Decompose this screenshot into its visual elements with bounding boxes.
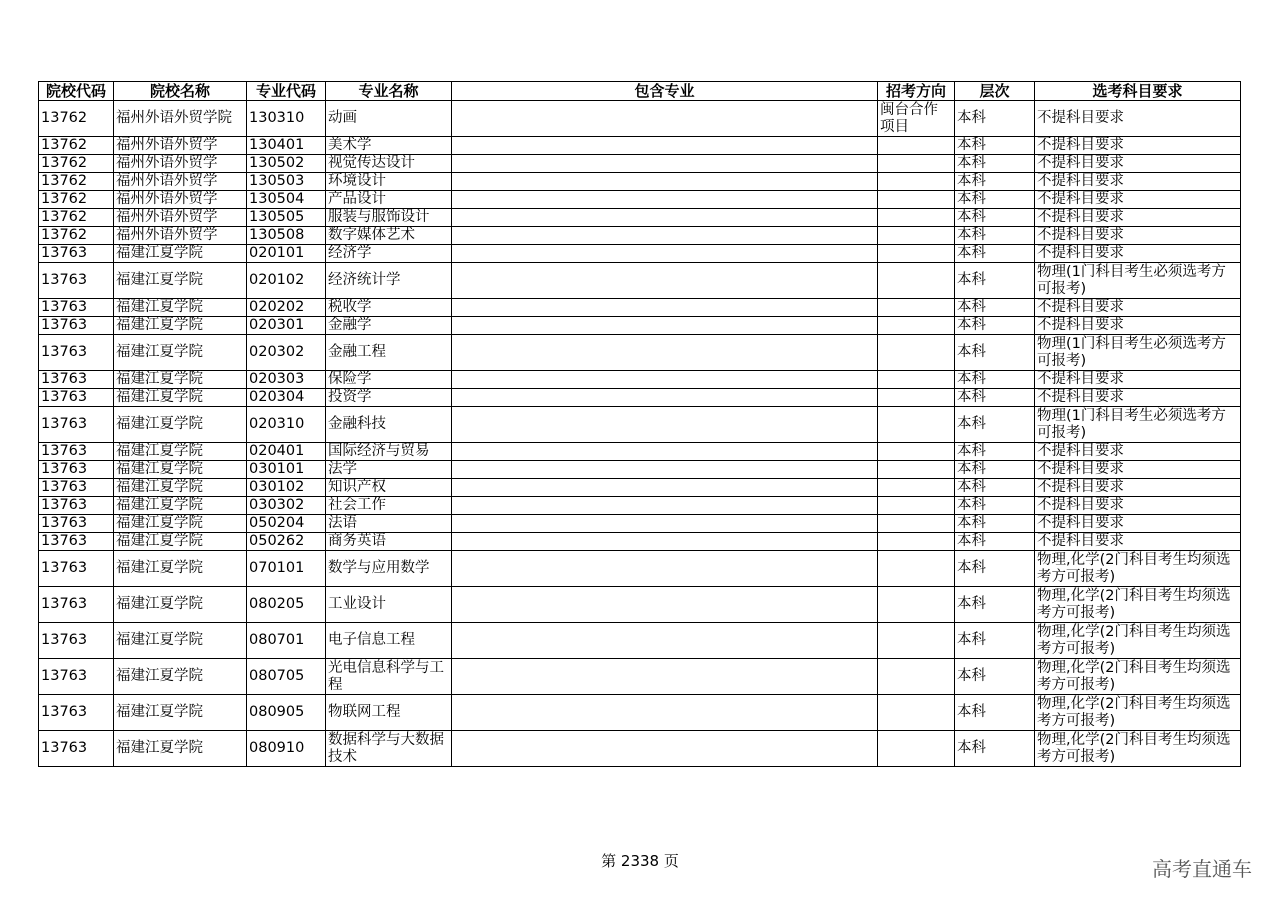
major-name-cell: 社会工作 [326, 497, 452, 515]
table-row [39, 209, 1241, 227]
school-name-cell: 福建江夏学院 [114, 731, 247, 767]
major-code-cell: 130505 [247, 209, 326, 227]
table-row [39, 461, 1241, 479]
level-cell: 本科 [955, 263, 1035, 299]
school-name-cell: 福建江夏学院 [114, 659, 247, 695]
major-code-cell: 080905 [247, 695, 326, 731]
major-name-cell: 金融科技 [326, 407, 452, 443]
table-body [39, 101, 1241, 767]
level-cell: 本科 [955, 497, 1035, 515]
included-majors-cell [452, 101, 878, 137]
header-subject-requirement: 选考科目要求 [1035, 82, 1241, 101]
level-cell: 本科 [955, 371, 1035, 389]
included-majors-cell [452, 389, 878, 407]
included-majors-cell [452, 515, 878, 533]
level-cell: 本科 [955, 407, 1035, 443]
major-name-cell: 金融工程 [326, 335, 452, 371]
major-code-cell: 020301 [247, 317, 326, 335]
direction-cell [878, 263, 955, 299]
header-level: 层次 [955, 82, 1035, 101]
included-majors-cell [452, 209, 878, 227]
level-cell: 本科 [955, 299, 1035, 317]
level-cell: 本科 [955, 101, 1035, 137]
major-code-cell: 070101 [247, 551, 326, 587]
table-row [39, 695, 1241, 731]
included-majors-cell [452, 479, 878, 497]
level-cell: 本科 [955, 173, 1035, 191]
direction-cell [878, 731, 955, 767]
school-name-cell: 福建江夏学院 [114, 623, 247, 659]
major-code-cell: 050204 [247, 515, 326, 533]
included-majors-cell [452, 155, 878, 173]
major-name-cell: 服装与服饰设计 [326, 209, 452, 227]
school-name-cell: 福州外语外贸学 [114, 191, 247, 209]
school-code-cell: 13763 [39, 551, 114, 587]
level-cell: 本科 [955, 245, 1035, 263]
major-code-cell: 130502 [247, 155, 326, 173]
subject-requirement-cell: 物理(1门科目考生必须选考方可报考) [1035, 407, 1241, 443]
direction-cell [878, 155, 955, 173]
major-code-cell: 020102 [247, 263, 326, 299]
major-code-cell: 030101 [247, 461, 326, 479]
level-cell: 本科 [955, 695, 1035, 731]
school-code-cell: 13763 [39, 299, 114, 317]
major-name-cell: 经济统计学 [326, 263, 452, 299]
school-code-cell: 13763 [39, 263, 114, 299]
school-code-cell: 13762 [39, 101, 114, 137]
subject-requirement-cell: 不提科目要求 [1035, 461, 1241, 479]
major-name-cell: 产品设计 [326, 191, 452, 209]
major-name-cell: 数据科学与大数据技术 [326, 731, 452, 767]
subject-requirement-cell: 物理,化学(2门科目考生均须选考方可报考) [1035, 659, 1241, 695]
direction-cell [878, 371, 955, 389]
subject-requirement-cell: 不提科目要求 [1035, 317, 1241, 335]
school-code-cell: 13763 [39, 731, 114, 767]
header-included-majors: 包含专业 [452, 82, 878, 101]
included-majors-cell [452, 533, 878, 551]
major-name-cell: 动画 [326, 101, 452, 137]
subject-requirement-cell: 不提科目要求 [1035, 209, 1241, 227]
major-name-cell: 法语 [326, 515, 452, 533]
table-row [39, 731, 1241, 767]
table-row [39, 479, 1241, 497]
direction-cell [878, 407, 955, 443]
subject-requirement-cell: 不提科目要求 [1035, 101, 1241, 137]
included-majors-cell [452, 497, 878, 515]
subject-requirement-cell: 不提科目要求 [1035, 173, 1241, 191]
table-row [39, 263, 1241, 299]
school-name-cell: 福建江夏学院 [114, 587, 247, 623]
subject-requirement-cell: 不提科目要求 [1035, 497, 1241, 515]
major-code-cell: 080705 [247, 659, 326, 695]
table-row [39, 371, 1241, 389]
level-cell: 本科 [955, 191, 1035, 209]
major-code-cell: 130504 [247, 191, 326, 209]
subject-requirement-cell: 物理,化学(2门科目考生均须选考方可报考) [1035, 587, 1241, 623]
direction-cell [878, 245, 955, 263]
subject-requirement-cell: 物理(1门科目考生必须选考方可报考) [1035, 263, 1241, 299]
major-code-cell: 050262 [247, 533, 326, 551]
school-code-cell: 13763 [39, 371, 114, 389]
school-code-cell: 13762 [39, 191, 114, 209]
page-number: 第 2338 页 [601, 852, 679, 870]
included-majors-cell [452, 137, 878, 155]
table-row [39, 299, 1241, 317]
school-name-cell: 福建江夏学院 [114, 299, 247, 317]
school-code-cell: 13762 [39, 209, 114, 227]
table-row [39, 335, 1241, 371]
subject-requirement-cell: 不提科目要求 [1035, 533, 1241, 551]
level-cell: 本科 [955, 659, 1035, 695]
direction-cell [878, 659, 955, 695]
direction-cell [878, 461, 955, 479]
school-code-cell: 13763 [39, 335, 114, 371]
major-code-cell: 030302 [247, 497, 326, 515]
header-direction: 招考方向 [878, 82, 955, 101]
school-code-cell: 13763 [39, 695, 114, 731]
direction-cell [878, 587, 955, 623]
table-row [39, 245, 1241, 263]
school-name-cell: 福建江夏学院 [114, 371, 247, 389]
direction-cell [878, 551, 955, 587]
school-code-cell: 13763 [39, 533, 114, 551]
school-name-cell: 福建江夏学院 [114, 389, 247, 407]
major-code-cell: 020303 [247, 371, 326, 389]
subject-requirement-cell: 物理,化学(2门科目考生均须选考方可报考) [1035, 731, 1241, 767]
subject-requirement-cell: 不提科目要求 [1035, 227, 1241, 245]
major-name-cell: 物联网工程 [326, 695, 452, 731]
major-code-cell: 130503 [247, 173, 326, 191]
subject-requirement-cell: 不提科目要求 [1035, 137, 1241, 155]
direction-cell [878, 479, 955, 497]
level-cell: 本科 [955, 155, 1035, 173]
included-majors-cell [452, 245, 878, 263]
direction-cell [878, 227, 955, 245]
direction-cell [878, 191, 955, 209]
school-code-cell: 13763 [39, 389, 114, 407]
table-row [39, 137, 1241, 155]
school-name-cell: 福州外语外贸学 [114, 155, 247, 173]
school-name-cell: 福州外语外贸学 [114, 173, 247, 191]
included-majors-cell [452, 587, 878, 623]
level-cell: 本科 [955, 461, 1035, 479]
subject-requirement-cell: 不提科目要求 [1035, 371, 1241, 389]
major-code-cell: 080205 [247, 587, 326, 623]
header-major-name: 专业名称 [326, 82, 452, 101]
included-majors-cell [452, 335, 878, 371]
major-name-cell: 保险学 [326, 371, 452, 389]
major-name-cell: 电子信息工程 [326, 623, 452, 659]
direction-cell [878, 299, 955, 317]
school-code-cell: 13763 [39, 497, 114, 515]
table-row [39, 191, 1241, 209]
table-row [39, 551, 1241, 587]
subject-requirement-cell: 物理,化学(2门科目考生均须选考方可报考) [1035, 695, 1241, 731]
school-name-cell: 福建江夏学院 [114, 317, 247, 335]
direction-cell [878, 623, 955, 659]
major-name-cell: 视觉传达设计 [326, 155, 452, 173]
included-majors-cell [452, 299, 878, 317]
school-code-cell: 13763 [39, 659, 114, 695]
major-code-cell: 020310 [247, 407, 326, 443]
major-name-cell: 法学 [326, 461, 452, 479]
level-cell: 本科 [955, 587, 1035, 623]
table-row [39, 497, 1241, 515]
table-row [39, 101, 1241, 137]
direction-cell [878, 533, 955, 551]
table-row [39, 227, 1241, 245]
major-code-cell: 020302 [247, 335, 326, 371]
direction-cell [878, 173, 955, 191]
table-row [39, 533, 1241, 551]
major-code-cell: 130401 [247, 137, 326, 155]
school-name-cell: 福建江夏学院 [114, 407, 247, 443]
level-cell: 本科 [955, 479, 1035, 497]
subject-requirement-cell: 物理(1门科目考生必须选考方可报考) [1035, 335, 1241, 371]
subject-requirement-cell: 不提科目要求 [1035, 389, 1241, 407]
level-cell: 本科 [955, 137, 1035, 155]
school-name-cell: 福州外语外贸学 [114, 137, 247, 155]
included-majors-cell [452, 461, 878, 479]
major-name-cell: 商务英语 [326, 533, 452, 551]
major-name-cell: 工业设计 [326, 587, 452, 623]
major-code-cell: 080910 [247, 731, 326, 767]
level-cell: 本科 [955, 227, 1035, 245]
level-cell: 本科 [955, 443, 1035, 461]
included-majors-cell [452, 263, 878, 299]
school-code-cell: 13763 [39, 515, 114, 533]
school-code-cell: 13763 [39, 245, 114, 263]
direction-cell [878, 335, 955, 371]
direction-cell [878, 695, 955, 731]
table-row [39, 623, 1241, 659]
direction-cell [878, 389, 955, 407]
table-row [39, 173, 1241, 191]
school-name-cell: 福州外语外贸学 [114, 227, 247, 245]
level-cell: 本科 [955, 335, 1035, 371]
included-majors-cell [452, 371, 878, 389]
school-name-cell: 福建江夏学院 [114, 497, 247, 515]
watermark-text: 高考直通车 [1152, 857, 1252, 881]
header-major-code: 专业代码 [247, 82, 326, 101]
school-code-cell: 13763 [39, 443, 114, 461]
direction-cell [878, 443, 955, 461]
major-code-cell: 080701 [247, 623, 326, 659]
major-code-cell: 030102 [247, 479, 326, 497]
included-majors-cell [452, 407, 878, 443]
school-code-cell: 13763 [39, 317, 114, 335]
included-majors-cell [452, 173, 878, 191]
level-cell: 本科 [955, 515, 1035, 533]
major-name-cell: 经济学 [326, 245, 452, 263]
major-code-cell: 130310 [247, 101, 326, 137]
subject-requirement-cell: 不提科目要求 [1035, 155, 1241, 173]
level-cell: 本科 [955, 731, 1035, 767]
school-code-cell: 13763 [39, 461, 114, 479]
school-name-cell: 福建江夏学院 [114, 695, 247, 731]
school-code-cell: 13762 [39, 173, 114, 191]
major-name-cell: 美术学 [326, 137, 452, 155]
school-code-cell: 13763 [39, 479, 114, 497]
table-row [39, 407, 1241, 443]
included-majors-cell [452, 191, 878, 209]
level-cell: 本科 [955, 533, 1035, 551]
major-name-cell: 国际经济与贸易 [326, 443, 452, 461]
table-row [39, 317, 1241, 335]
major-name-cell: 数字媒体艺术 [326, 227, 452, 245]
school-name-cell: 福建江夏学院 [114, 335, 247, 371]
major-code-cell: 020401 [247, 443, 326, 461]
included-majors-cell [452, 623, 878, 659]
major-name-cell: 税收学 [326, 299, 452, 317]
header-school-code: 院校代码 [39, 82, 114, 101]
subject-requirement-cell: 物理,化学(2门科目考生均须选考方可报考) [1035, 551, 1241, 587]
major-code-cell: 020304 [247, 389, 326, 407]
school-code-cell: 13763 [39, 407, 114, 443]
subject-requirement-cell: 不提科目要求 [1035, 443, 1241, 461]
table-row [39, 587, 1241, 623]
school-code-cell: 13762 [39, 137, 114, 155]
level-cell: 本科 [955, 551, 1035, 587]
direction-cell [878, 497, 955, 515]
major-name-cell: 光电信息科学与工程 [326, 659, 452, 695]
subject-requirement-cell: 不提科目要求 [1035, 479, 1241, 497]
school-code-cell: 13762 [39, 155, 114, 173]
table-row [39, 389, 1241, 407]
table-row [39, 443, 1241, 461]
school-code-cell: 13763 [39, 587, 114, 623]
table-row [39, 515, 1241, 533]
admissions-table [38, 81, 1241, 767]
direction-cell [878, 209, 955, 227]
major-name-cell: 投资学 [326, 389, 452, 407]
level-cell: 本科 [955, 389, 1035, 407]
major-code-cell: 020202 [247, 299, 326, 317]
direction-cell: 闽台合作项目 [878, 101, 955, 137]
major-code-cell: 130508 [247, 227, 326, 245]
level-cell: 本科 [955, 623, 1035, 659]
table-header-row [39, 82, 1241, 101]
included-majors-cell [452, 227, 878, 245]
school-name-cell: 福建江夏学院 [114, 479, 247, 497]
direction-cell [878, 317, 955, 335]
school-name-cell: 福建江夏学院 [114, 515, 247, 533]
included-majors-cell [452, 731, 878, 767]
level-cell: 本科 [955, 317, 1035, 335]
direction-cell [878, 137, 955, 155]
table-row [39, 155, 1241, 173]
header-school-name: 院校名称 [114, 82, 247, 101]
subject-requirement-cell: 不提科目要求 [1035, 245, 1241, 263]
subject-requirement-cell: 不提科目要求 [1035, 191, 1241, 209]
included-majors-cell [452, 443, 878, 461]
school-code-cell: 13762 [39, 227, 114, 245]
included-majors-cell [452, 317, 878, 335]
school-code-cell: 13763 [39, 623, 114, 659]
school-name-cell: 福州外语外贸学院 [114, 101, 247, 137]
included-majors-cell [452, 659, 878, 695]
school-name-cell: 福建江夏学院 [114, 263, 247, 299]
major-name-cell: 知识产权 [326, 479, 452, 497]
table-row [39, 659, 1241, 695]
school-name-cell: 福建江夏学院 [114, 245, 247, 263]
school-name-cell: 福建江夏学院 [114, 461, 247, 479]
school-name-cell: 福州外语外贸学 [114, 209, 247, 227]
subject-requirement-cell: 不提科目要求 [1035, 515, 1241, 533]
direction-cell [878, 515, 955, 533]
school-name-cell: 福建江夏学院 [114, 443, 247, 461]
major-name-cell: 数学与应用数学 [326, 551, 452, 587]
included-majors-cell [452, 551, 878, 587]
subject-requirement-cell: 物理,化学(2门科目考生均须选考方可报考) [1035, 623, 1241, 659]
major-name-cell: 金融学 [326, 317, 452, 335]
school-name-cell: 福建江夏学院 [114, 533, 247, 551]
school-name-cell: 福建江夏学院 [114, 551, 247, 587]
major-name-cell: 环境设计 [326, 173, 452, 191]
included-majors-cell [452, 695, 878, 731]
subject-requirement-cell: 不提科目要求 [1035, 299, 1241, 317]
level-cell: 本科 [955, 209, 1035, 227]
major-code-cell: 020101 [247, 245, 326, 263]
